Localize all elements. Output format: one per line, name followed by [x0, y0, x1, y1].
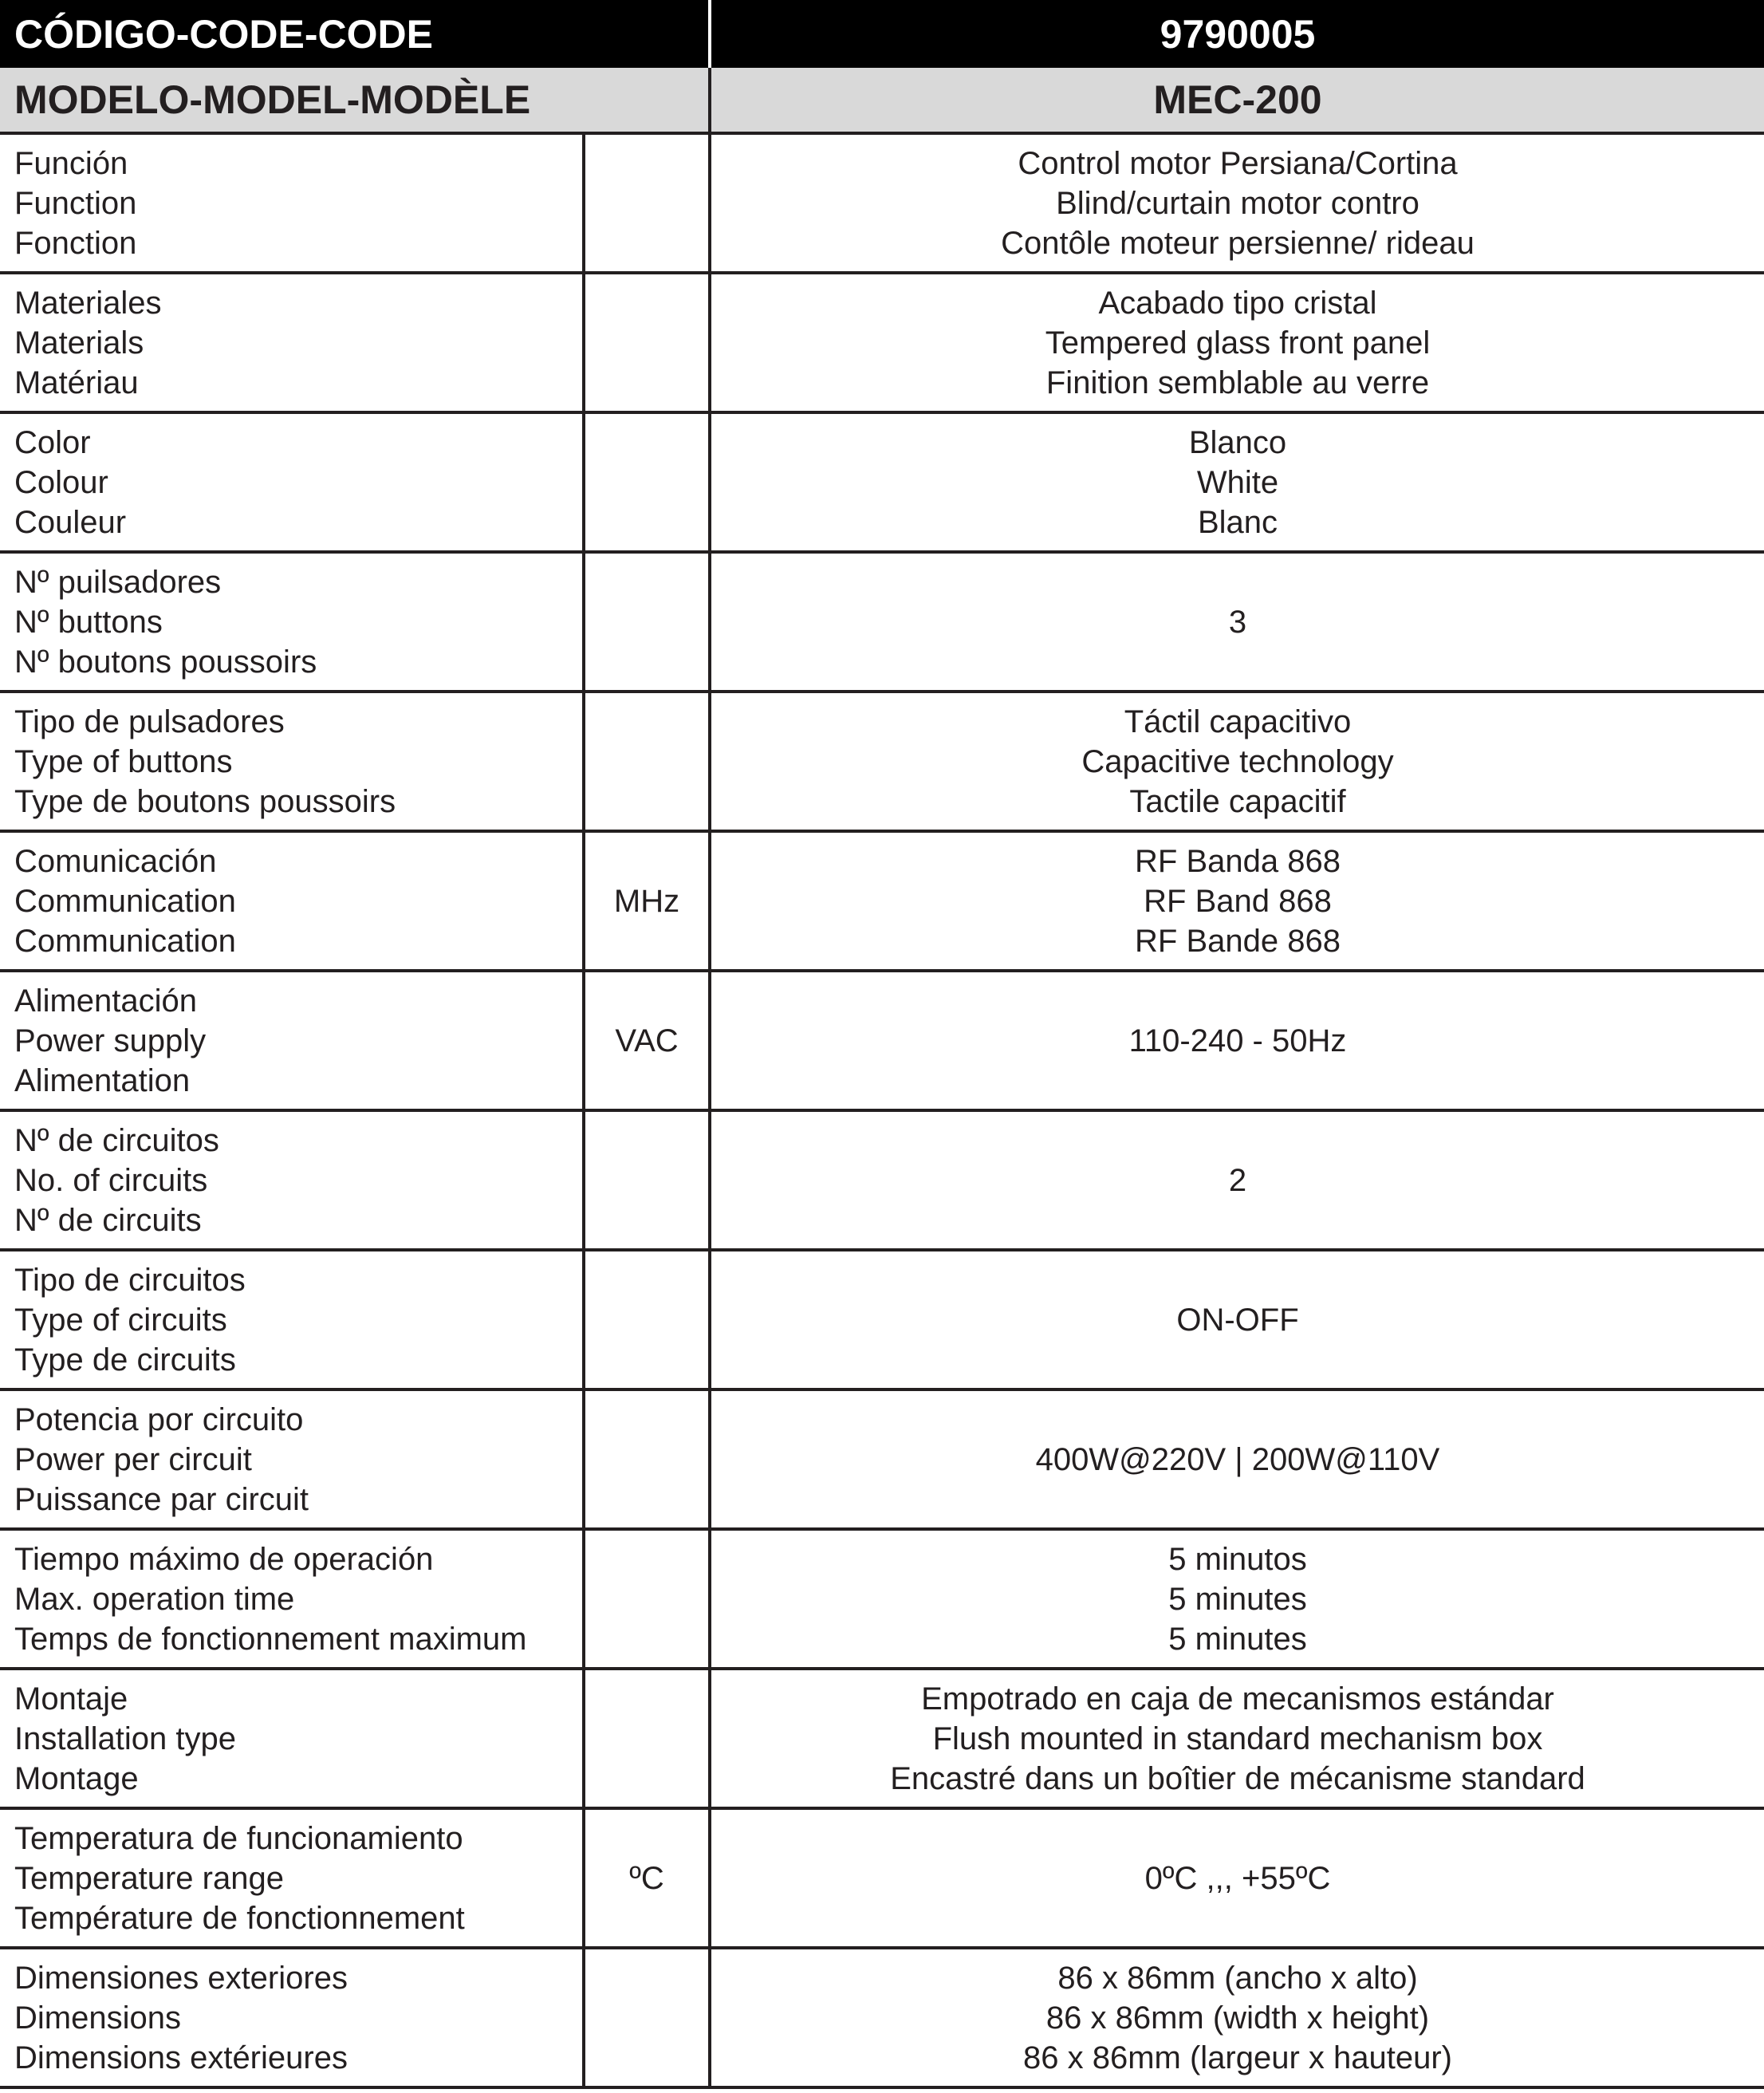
- spec-value-cell: [710, 692, 1764, 831]
- spec-unit-cell: [584, 1389, 710, 1529]
- spec-unit-cell: [584, 1948, 710, 2087]
- spec-label-line: Fonction: [14, 225, 137, 261]
- spec-label-line: Materials: [14, 325, 144, 361]
- spec-value-cell: [710, 1948, 1764, 2087]
- spec-unit-cell: [584, 1669, 710, 1808]
- spec-value-line: Blanco: [1188, 424, 1287, 460]
- spec-value-cell: [710, 1808, 1764, 1948]
- spec-value-line: Blind/curtain motor contro: [1056, 185, 1419, 221]
- spec-label-line: Communication: [14, 923, 236, 959]
- spec-label-cell: [0, 1808, 584, 1948]
- spec-row: [0, 273, 1764, 412]
- spec-unit-cell: [584, 1529, 710, 1669]
- spec-value-line: 400W@220V | 200W@110V: [1035, 1441, 1440, 1477]
- spec-value-line: Control motor Persiana/Cortina: [1018, 145, 1458, 181]
- spec-value-cell: [710, 1389, 1764, 1529]
- spec-row: [0, 1110, 1764, 1250]
- spec-value-line: RF Banda 868: [1135, 843, 1341, 879]
- spec-label-line: Dimensions extérieures: [14, 2040, 348, 2075]
- spec-label-line: Type de circuits: [14, 1342, 236, 1378]
- spec-value-line: Blanc: [1197, 504, 1278, 540]
- spec-value-line: Capacitive technology: [1081, 743, 1394, 779]
- spec-label-line: Puissance par circuit: [14, 1481, 309, 1517]
- spec-value-line: 5 minutes: [1168, 1581, 1307, 1617]
- spec-label-line: Communication: [14, 883, 236, 919]
- spec-value-cell: [710, 1669, 1764, 1808]
- spec-label-line: Nº puilsadores: [14, 564, 222, 600]
- spec-value-line: White: [1196, 464, 1279, 500]
- spec-value-cell: [710, 273, 1764, 412]
- spec-value-line: Táctil capacitivo: [1124, 704, 1352, 739]
- spec-row: [0, 971, 1764, 1110]
- spec-label-line: Materiales: [14, 285, 162, 321]
- spec-value-line: 86 x 86mm (width x height): [1045, 2000, 1430, 2036]
- spec-value-line: Contôle moteur persienne/ rideau: [1001, 225, 1475, 261]
- spec-row: [0, 412, 1764, 552]
- spec-value-line: Tactile capacitif: [1129, 783, 1346, 819]
- spec-value-line: 2: [1228, 1162, 1247, 1198]
- spec-value-cell: [710, 133, 1764, 273]
- spec-label-line: Alimentación: [14, 983, 198, 1019]
- code-label: CÓDIGO-CODE-CODE: [0, 0, 710, 68]
- spec-label-line: Dimensiones exteriores: [14, 1960, 348, 1996]
- spec-label-line: Tipo de pulsadores: [14, 704, 285, 739]
- spec-label-cell: [0, 1948, 584, 2087]
- spec-row: [0, 1948, 1764, 2087]
- spec-value-cell: [710, 971, 1764, 1110]
- spec-label-line: Temps de fonctionnement maximum: [14, 1621, 527, 1657]
- spec-value-line: RF Bande 868: [1135, 923, 1341, 959]
- spec-value-cell: [710, 412, 1764, 552]
- spec-label-line: Type of circuits: [14, 1302, 227, 1338]
- spec-label-line: Function: [14, 185, 137, 221]
- spec-label-line: Dimensions: [14, 2000, 181, 2036]
- spec-label-cell: [0, 1110, 584, 1250]
- spec-unit-cell: ºC: [584, 1808, 710, 1948]
- spec-label-line: Power per circuit: [14, 1441, 252, 1477]
- spec-label-cell: [0, 971, 584, 1110]
- spec-row: [0, 1529, 1764, 1669]
- spec-label-line: Función: [14, 145, 128, 181]
- spec-value-line: 0ºC ,,, +55ºC: [1144, 1860, 1331, 1896]
- spec-label-line: Installation type: [14, 1721, 236, 1756]
- spec-label-line: Temperature range: [14, 1860, 284, 1896]
- spec-row: [0, 1389, 1764, 1529]
- spec-label-cell: [0, 412, 584, 552]
- spec-label-line: Potencia por circuito: [14, 1401, 304, 1437]
- spec-label-line: Power supply: [14, 1023, 207, 1058]
- spec-unit-cell: MHz: [584, 831, 710, 971]
- spec-label-line: Temperatura de funcionamiento: [14, 1820, 463, 1856]
- model-header-row: [0, 68, 1764, 133]
- spec-row: [0, 831, 1764, 971]
- spec-value-cell: [710, 552, 1764, 692]
- spec-unit-cell: [584, 412, 710, 552]
- spec-row: [0, 692, 1764, 831]
- spec-label-line: Type de boutons poussoirs: [14, 783, 396, 819]
- spec-label-cell: [0, 692, 584, 831]
- spec-label-cell: [0, 552, 584, 692]
- spec-label-cell: [0, 831, 584, 971]
- spec-unit-cell: [584, 1110, 710, 1250]
- spec-unit-cell: [584, 273, 710, 412]
- spec-value-line: 110-240 - 50Hz: [1128, 1023, 1347, 1058]
- spec-value-cell: [710, 1250, 1764, 1389]
- spec-value-line: Acabado tipo cristal: [1098, 285, 1377, 321]
- spec-value-line: Empotrado en caja de mecanismos estándar: [921, 1681, 1554, 1717]
- spec-value-line: 3: [1228, 604, 1247, 640]
- spec-label-line: Alimentation: [14, 1062, 191, 1098]
- spec-label-line: Montage: [14, 1760, 139, 1796]
- model-label: MODELO-MODEL-MODÈLE: [0, 68, 710, 133]
- spec-label-cell: [0, 1669, 584, 1808]
- spec-label-line: Colour: [14, 464, 108, 500]
- spec-row: [0, 1669, 1764, 1808]
- spec-label-line: Nº buttons: [14, 604, 163, 640]
- spec-label-cell: [0, 1529, 584, 1669]
- spec-label-line: Max. operation time: [14, 1581, 295, 1617]
- spec-label-line: Nº boutons poussoirs: [14, 644, 317, 680]
- spec-row: [0, 1808, 1764, 1948]
- spec-label-cell: [0, 1389, 584, 1529]
- spec-unit-cell: VAC: [584, 971, 710, 1110]
- spec-label-cell: [0, 1250, 584, 1389]
- spec-unit-cell: [584, 133, 710, 273]
- spec-value-line: 86 x 86mm (largeur x hauteur): [1022, 2040, 1452, 2075]
- spec-label-line: Tipo de circuitos: [14, 1262, 246, 1298]
- spec-row: [0, 552, 1764, 692]
- spec-value-line: Finition semblable au verre: [1045, 365, 1430, 400]
- spec-label-cell: [0, 273, 584, 412]
- spec-label-cell: [0, 133, 584, 273]
- spec-label-line: Matériau: [14, 365, 139, 400]
- spec-value-line: 5 minutes: [1168, 1621, 1307, 1657]
- spec-value-line: ON-OFF: [1176, 1302, 1299, 1338]
- spec-unit-cell: [584, 692, 710, 831]
- spec-label-line: Couleur: [14, 504, 127, 540]
- spec-label-line: Nº de circuits: [14, 1202, 202, 1238]
- spec-value-line: Tempered glass front panel: [1045, 325, 1431, 361]
- spec-value-cell: [710, 1529, 1764, 1669]
- spec-label-line: Température de fonctionnement: [14, 1900, 465, 1936]
- spec-row: [0, 133, 1764, 273]
- spec-value-line: 86 x 86mm (ancho x alto): [1057, 1960, 1418, 1996]
- spec-label-line: Comunicación: [14, 843, 217, 879]
- code-header-row: [0, 0, 1764, 68]
- spec-value-cell: [710, 1110, 1764, 1250]
- spec-value-line: Encastré dans un boîtier de mécanisme standard: [890, 1760, 1585, 1796]
- spec-value-cell: [710, 831, 1764, 971]
- spec-label-line: Color: [14, 424, 91, 460]
- spec-label-line: Type of buttons: [14, 743, 233, 779]
- spec-unit-cell: [584, 552, 710, 692]
- spec-label-line: Montaje: [14, 1681, 128, 1717]
- code-value: 9790005: [710, 0, 1764, 68]
- spec-label-line: Tiempo máximo de operación: [14, 1541, 434, 1577]
- spec-value-line: Flush mounted in standard mechanism box: [932, 1721, 1543, 1756]
- spec-unit-cell: [584, 1250, 710, 1389]
- spec-label-line: No. of circuits: [14, 1162, 208, 1198]
- spec-value-line: RF Band 868: [1144, 883, 1332, 919]
- spec-label-line: Nº de circuitos: [14, 1122, 219, 1158]
- spec-value-line: 5 minutos: [1168, 1541, 1307, 1577]
- model-value: MEC-200: [710, 68, 1764, 133]
- spec-row: [0, 1250, 1764, 1389]
